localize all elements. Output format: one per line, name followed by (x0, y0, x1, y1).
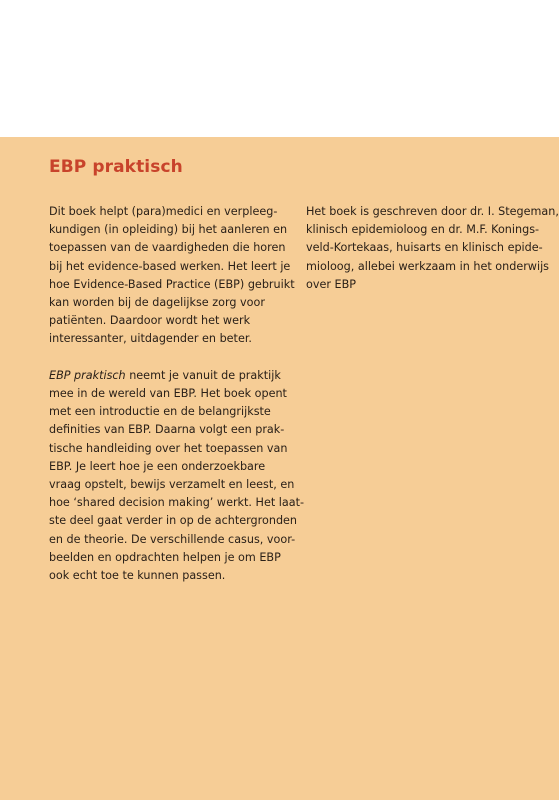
text-fragment: neemt je vanuit de praktijk (125, 368, 281, 382)
text-line: over EBP (306, 277, 356, 291)
right-column (306, 203, 559, 294)
book-title-emphasis: EBP praktisch (49, 368, 126, 382)
author-paragraph (306, 203, 559, 294)
text-line: met een introductie en de belangrijkste (49, 405, 271, 419)
text-line: klinisch epidemioloog en dr. M.F. Konings- (306, 223, 540, 237)
text-line: definities van EBP. Daarna volgt een prak- (49, 423, 285, 437)
text-line: en de theorie. De verschillende casus, voor- (49, 532, 296, 546)
text-line: hoe Evidence-Based Practice (EBP) gebruikt (49, 277, 295, 291)
text-line: Het boek is geschreven door dr. I. Stegeman, (306, 205, 559, 218)
content-paragraph (49, 367, 305, 585)
top-white-band (0, 0, 559, 137)
text-line: mee in de wereld van EBP. Het boek opent (49, 387, 287, 401)
text-line: patiënten. Daardoor wordt het werk (49, 314, 251, 328)
text-line: toepassen van de vaardigheden die horen (49, 241, 286, 255)
intro-paragraph (49, 203, 294, 349)
text-line: ste deel gaat verder in op de achtergronden (49, 514, 298, 528)
text-line: bij het evidence-based werken. Het leert je (49, 259, 291, 273)
page-title: EBP praktisch (49, 157, 183, 177)
text-line: interessanter, uitdagender en beter. (49, 332, 252, 346)
text-line: EBP. Je leert hoe je een onderzoekbare (49, 459, 266, 473)
text-line: ook echt toe te kunnen passen. (49, 569, 226, 583)
text-line: veld-Kortekaas, huisarts en klinisch epide- (306, 241, 543, 255)
text-line: vraag opstelt, bewijs verzamelt en leest, en (49, 478, 295, 492)
text-line: kundigen (in opleiding) bij het aanleren en (49, 223, 288, 237)
left-column (49, 203, 305, 585)
text-line: beelden en opdrachten helpen je om EBP (49, 550, 281, 564)
text-line (49, 367, 294, 385)
text-line: mioloog, allebei werkzaam in het onderwijs (306, 259, 550, 273)
text-line: Dit boek helpt (para)medici en verpleeg- (49, 205, 278, 218)
text-line: tische handleiding over het toepassen van (49, 441, 288, 455)
text-line: kan worden bij de dagelijkse zorg voor (49, 296, 265, 310)
text-line: hoe ‘shared decision making’ werkt. Het laat- (49, 496, 305, 510)
